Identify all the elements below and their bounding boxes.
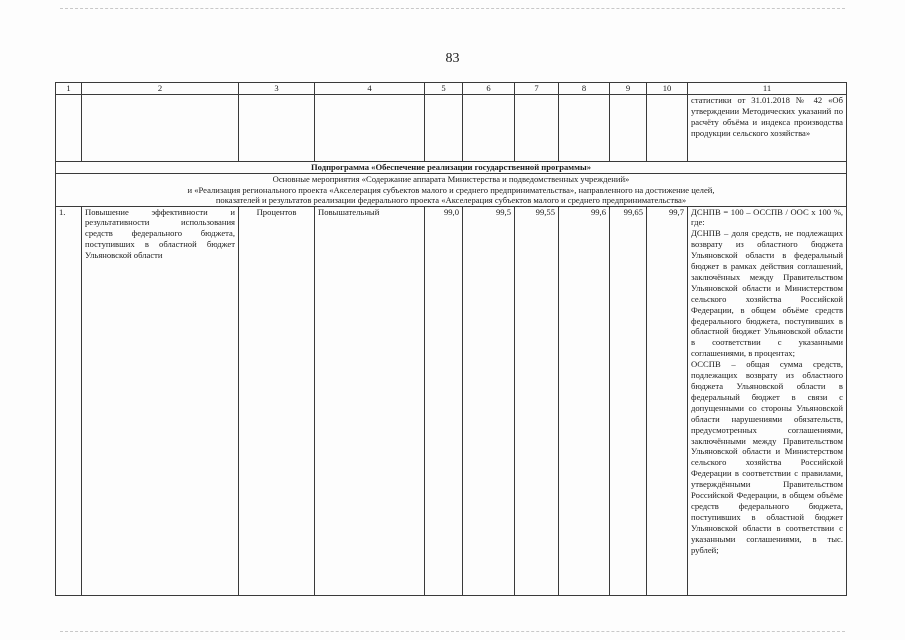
main-activities-line: и «Реализация регионального проекта «Акселерация субъектов малого и среднего предпринимательства», направленного на достижение целей, xyxy=(187,184,715,195)
column-number: 10 xyxy=(647,83,688,95)
column-number: 2 xyxy=(82,83,239,95)
formula-definition: ДСНПВ – доля средств, не подлежащих возврату из областного бюджета Ульяновской области в федеральный бюджет в рамках действия соглашений, заключённых между Правительством Ульяновской области и Министерством сельского хозяйства Российской Федерации, в общем объёме средств федерального бюджета, поступивших в областной бюджет Ульяновской области в соответствии с указанными соглашениями, в процентах; xyxy=(691,228,843,359)
subprogram-row xyxy=(56,162,847,174)
indicator-value: 99,65 xyxy=(610,206,647,595)
column-number: 3 xyxy=(239,83,315,95)
methodology-cell xyxy=(688,206,847,595)
indicator-value: 99,7 xyxy=(647,206,688,595)
column-number: 4 xyxy=(315,83,425,95)
indicator-value: 99,55 xyxy=(515,206,559,595)
main-activities-line: Основные мероприятия «Содержание аппарата Министерства и подведомственных учреждений» xyxy=(272,174,630,184)
indicator-value: 99,0 xyxy=(425,206,463,595)
scan-edge-top xyxy=(60,8,845,10)
subprogram-title: Подпрограмма «Обеспечение реализации государственной программы» xyxy=(56,162,847,174)
indicator-type: Повышательный xyxy=(315,206,425,595)
main-activities-row xyxy=(56,174,847,207)
formula-text: ДСНПВ = 100 – ОССПВ / ООС x 100 %, где: xyxy=(691,206,843,228)
main-activities-line: показателей и результатов реализации федерального проекта «Акселерация субъектов малого и среднего предпринимательства» xyxy=(215,195,687,205)
page-number: 83 xyxy=(445,51,460,66)
indicator-row xyxy=(56,206,847,595)
indicators-table xyxy=(55,82,847,596)
column-number-row xyxy=(56,83,847,95)
column-number: 11 xyxy=(688,83,847,95)
formula-definition: ОССПВ – общая сумма средств, подлежащих возврату из областного бюджета Ульяновской области в федеральный бюджет в связи с допущенными со стороны Ульяновской области нарушениями обязательств, предусмотренных соглашениями, заключёнными между Правительством Ульяновской области и Министерством сельского хозяйства Российской Федерации в соответствии с правилами, утверждёнными Правительством Российской Федерации, в общем объёме средств федерального бюджета, поступивших в областной бюджет Ульяновской области в соответствии с указанными соглашениями, в тыс. рублей; xyxy=(691,359,843,555)
indicator-name: Повышение эффективности и результативности использования средств федерального бюджета, поступивших в областной бюджет Ульяновской области xyxy=(82,206,239,595)
row-number: 1. xyxy=(56,206,82,595)
continued-row xyxy=(56,95,847,162)
indicator-unit: Процентов xyxy=(239,206,315,595)
indicator-value: 99,6 xyxy=(559,206,610,595)
column-number: 8 xyxy=(559,83,610,95)
column-number: 5 xyxy=(425,83,463,95)
column-number: 6 xyxy=(463,83,515,95)
column-number: 7 xyxy=(515,83,559,95)
continued-source-cell: статистики от 31.01.2018 № 42 «Об утверждении Методических указаний по расчёту объёма и индекса производства продукции сельского хозяйства» xyxy=(688,95,847,162)
column-number: 9 xyxy=(610,83,647,95)
column-number: 1 xyxy=(56,83,82,95)
indicator-value: 99,5 xyxy=(463,206,515,595)
scan-edge-bottom xyxy=(60,631,845,633)
main-activities-cell xyxy=(56,174,847,207)
